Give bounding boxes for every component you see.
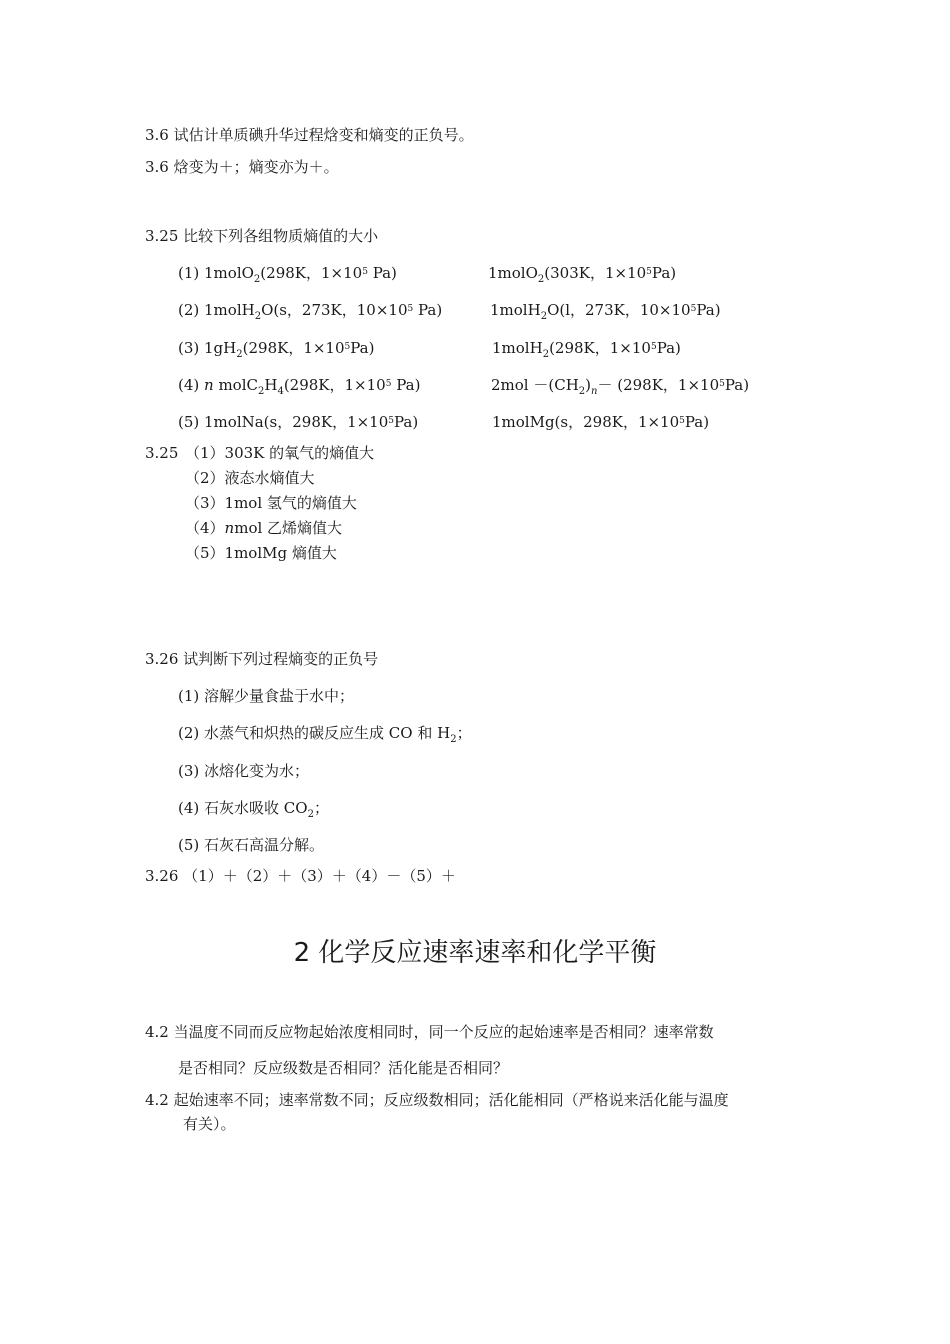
answer-3-25-1: （1）303K 的氧气的熵值大 (185, 444, 375, 462)
answer-3-6: 3.6 焓变为＋；熵变亦为＋。 (145, 158, 339, 176)
item-3-26-3: (3) 冰熔化变为水； (178, 762, 310, 780)
pair-4-right: $2mol -(CH_2)_n- (298K$，$1\times 10^5Pa$) (491, 376, 750, 397)
item-3-26-5: (5) 石灰石高温分解。 (178, 836, 325, 854)
item-3-26-4: (4) 石灰水吸收 $CO_2$； (178, 799, 329, 820)
question-3-26: 3.26 试判断下列过程熵变的正负号 (145, 650, 379, 668)
answer-3-25-2: （2）液态水熵值大 (185, 469, 315, 487)
answer-3-26: 3.26 （1）＋（2）＋（3）＋（4）－（5）＋ (145, 867, 456, 885)
pair-3-left: (3) $1gH_2(298K$，$1\times 10^5Pa$) (178, 339, 375, 360)
question-4-2-line1: 4.2 当温度不同而反应物起始浓度相同时，同一个反应的起始速率是否相同？速率常数 (145, 1023, 714, 1041)
question-3-6: 3.6 试估计单质碘升华过程焓变和熵变的正负号。 (145, 126, 474, 144)
question-4-2-line2: 是否相同？反应级数是否相同？活化能是否相同？ (178, 1059, 509, 1077)
pair-5-left: (5) 1molNa(s，298K，$1\times 10^5Pa$) (178, 413, 419, 431)
pair-5-right: 1molMg(s，298K，$1\times 10^5Pa$) (492, 413, 710, 431)
pair-4-left: (4) n $molC_2H_4(298K$，$1\times 10^5$ Pa) (178, 376, 421, 397)
chapter-heading: 2 化学反应速率速率和化学平衡 (293, 938, 657, 968)
answer-3-25-5: （5）1molMg 熵值大 (185, 544, 337, 562)
answer-label-3-25: 3.25 (145, 444, 179, 462)
item-3-26-2: (2) 水蒸气和炽热的碳反应生成 CO 和 $H_2$； (178, 724, 472, 745)
item-3-26-1: (1) 溶解少量食盐于水中； (178, 687, 355, 705)
pair-2-left: (2) 1molH$_2$O(s，273K，$10\times 10^5$ Pa) (178, 301, 443, 322)
pair-1-left: (1) 1molO$_2$(298K，$1\times 10^5$ Pa) (178, 264, 397, 285)
pair-2-right: 1molH$_2$O(l，273K，$10\times 10^5Pa$) (490, 301, 721, 322)
answer-3-25-4: （4）nmol 乙烯熵值大 (185, 519, 343, 537)
pair-1-right: 1molO$_2$(303K，$1\times 10^5Pa$) (488, 264, 677, 285)
answer-4-2-line2: 有关）。 (183, 1115, 236, 1133)
answer-3-25-3: （3）1mol 氢气的熵值大 (185, 494, 357, 512)
pair-3-right: 1molH$_2$(298K，$1\times 10^5Pa$) (492, 339, 681, 360)
question-3-25: 3.25 比较下列各组物质熵值的大小 (145, 227, 379, 245)
answer-4-2-line1: 4.2 起始速率不同；速率常数不同；反应级数相同；活化能相同（严格说来活化能与温度 (145, 1091, 729, 1109)
